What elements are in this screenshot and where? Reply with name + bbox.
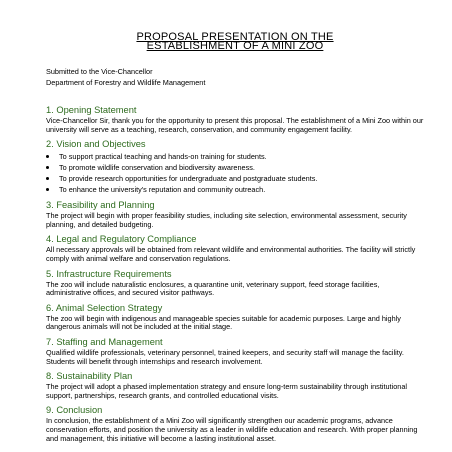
objective-item: To provide research opportunities for undergraduate and postgraduate students. [46,173,424,184]
section-animal-selection [46,303,424,332]
section-vision-objectives [46,139,424,195]
section-heading: 8. Sustainability Plan [46,371,133,382]
objective-item: To support practical teaching and hands-on training for students. [46,151,424,162]
department: Department of Forestry and Wildlife Management [46,78,206,87]
section-feasibility-planning [46,200,424,229]
section-conclusion [46,405,424,443]
section-heading: 2. Vision and Objectives [46,139,146,150]
section-staffing-management [46,337,424,366]
section-heading: 6. Animal Selection Strategy [46,302,163,313]
document-title [46,0,424,51]
section-heading: 5. Infrastructure Requirements [46,268,172,279]
section-text: Qualified wildlife professionals, veterinary personnel, trained keepers, and security staff will manage the facility. Students will benefit through internships and research involvement. [46,347,404,366]
objectives-list [46,151,424,195]
submission-info [46,66,424,88]
document-body [46,105,424,443]
section-infrastructure [46,269,424,298]
submitted-to: Submitted to the Vice-Chancellor [46,67,153,76]
section-heading: 4. Legal and Regulatory Compliance [46,234,197,245]
section-legal-compliance [46,234,424,263]
section-heading: 7. Staffing and Management [46,336,163,347]
section-text: The zoo will begin with indigenous and manageable species suitable for academic purposes. Large and highly dangerous animals will not be included at the initial stage. [46,313,401,332]
section-text: The project will begin with proper feasibility studies, including site selection, environmental assessment, security planning, and detailed budgeting. [46,211,407,229]
section-sustainability-plan [46,371,424,400]
title-line-2: ESTABLISHMENT OF A MINI ZOO [146,40,324,52]
section-text: The zoo will include naturalistic enclosures, a quarantine unit, veterinary support, feed storage facilities, administrative offices, and secured visitor pathways. [46,279,380,298]
section-heading: 1. Opening Statement [46,105,137,115]
section-text: Vice-Chancellor Sir, thank you for the opportunity to present this proposal. The establishment of a Mini Zoo within our university will serve as a teaching, research, conservation, and community engagement facility. [46,116,424,134]
section-opening-statement [46,105,424,134]
section-text: In conclusion, the establishment of a Mini Zoo will significantly strengthen our academic programs, advance conservation efforts, and position the university as a leader in wildlife education and research. With proper planning and management, this initiative will become a lasting institutional asset. [46,416,418,443]
section-heading: 3. Feasibility and Planning [46,200,155,211]
objective-item: To promote wildlife conservation and biodiversity awareness. [46,162,424,173]
title-line-1: PROPOSAL PRESENTATION ON THE [136,31,334,43]
section-text: The project will adopt a phased implementation strategy and ensure long-term sustainability through institutional support, partnerships, research grants, and controlled educational visits. [46,382,407,400]
section-heading: 9. Conclusion [46,405,103,416]
section-text: All necessary approvals will be obtained from relevant wildlife and environmental authorities. The facility will strictly comply with animal welfare and conservation regulations. [46,245,416,263]
objective-item: To enhance the university's reputation and community outreach. [46,184,424,195]
